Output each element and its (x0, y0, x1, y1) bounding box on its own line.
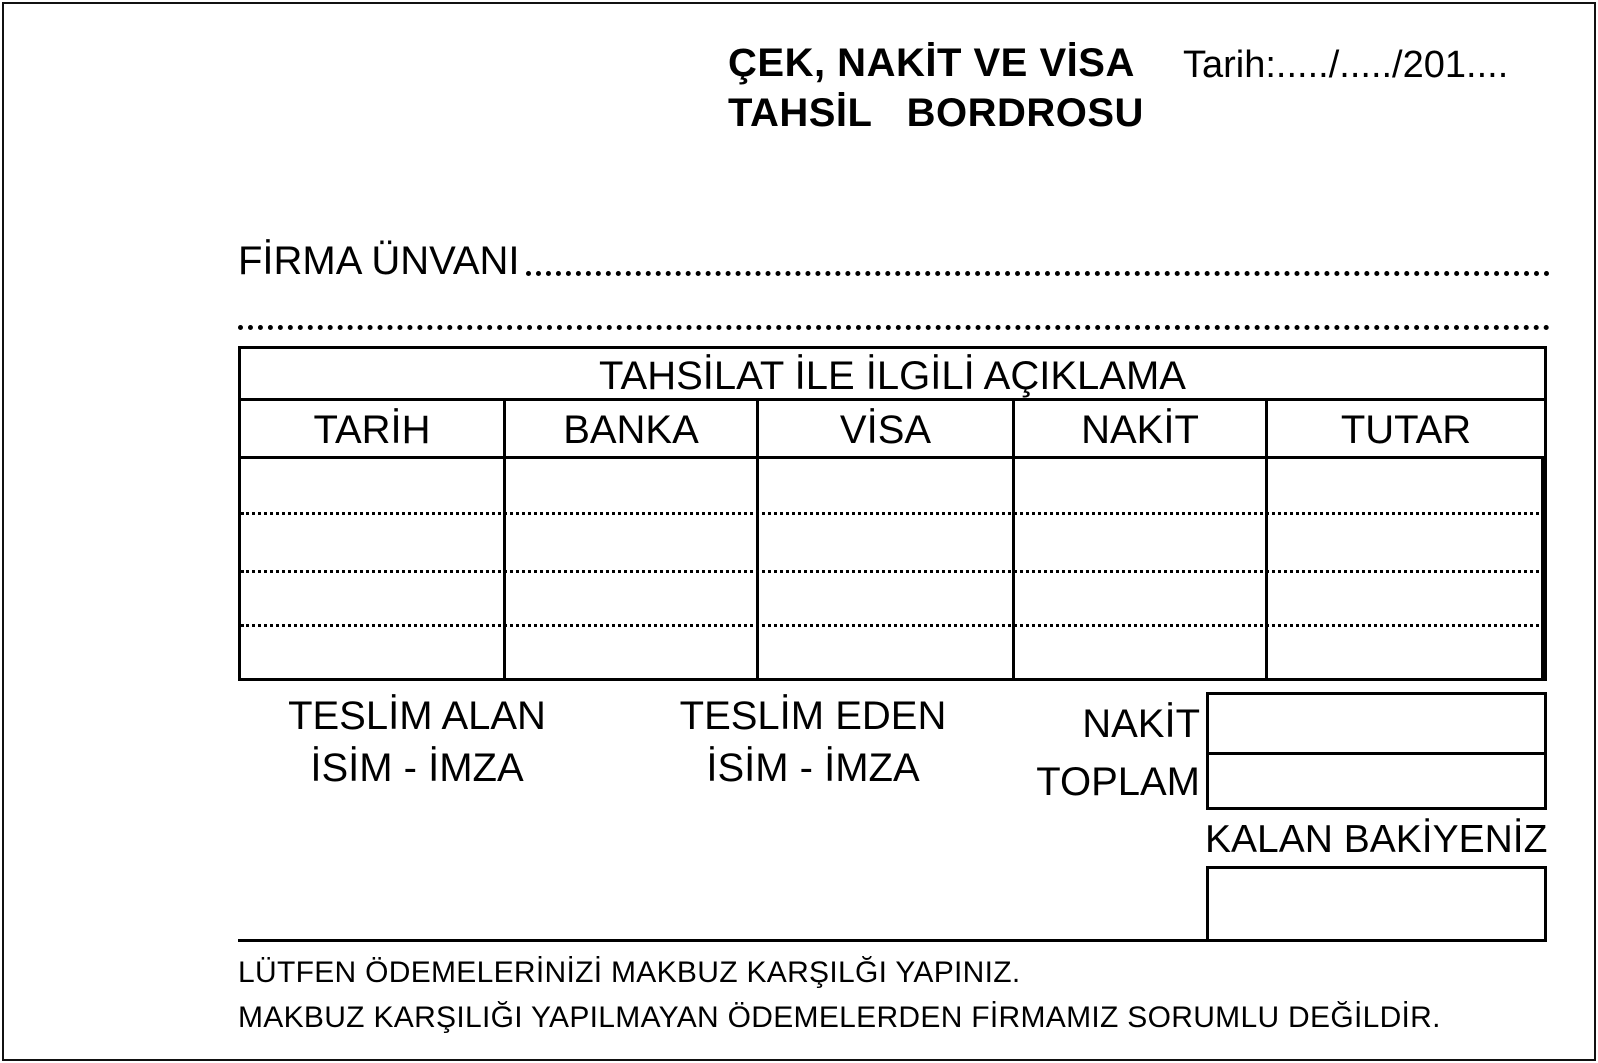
column-header-visa: VİSA (759, 401, 1015, 456)
title-line-2: TAHSİL BORDROSU (728, 91, 1144, 135)
table-heading: TAHSİLAT İLE İLGİLİ AÇIKLAMA (241, 349, 1544, 401)
notice-line-1: LÜTFEN ÖDEMELERİNİZİ MAKBUZ KARŞILĞI YAPINIZ. (238, 956, 1021, 989)
toplam-label: TOPLAM (1036, 760, 1200, 804)
column-cell-tarih[interactable] (241, 459, 506, 678)
deliverer-name-signature-label: İSİM - İMZA (706, 746, 920, 790)
column-cell-tutar[interactable] (1268, 459, 1544, 678)
document-title (728, 38, 1144, 138)
footer-rule (238, 939, 1208, 942)
column-cell-nakit[interactable] (1015, 459, 1268, 678)
receiver-name-signature-label: İSİM - İMZA (310, 746, 524, 790)
receiver-label: TESLİM ALAN (288, 694, 546, 738)
column-header-nakit: NAKİT (1015, 401, 1268, 456)
title-line-1: ÇEK, NAKİT VE VİSA (728, 41, 1135, 85)
table-row-divider (241, 624, 1544, 627)
collection-table (238, 346, 1547, 681)
table-row-divider (241, 512, 1544, 515)
nakit-input[interactable] (1208, 694, 1545, 749)
firma-field[interactable] (238, 236, 1550, 284)
payment-notice (238, 950, 1441, 1040)
column-header-tutar: TUTAR (1340, 408, 1472, 452)
receiver-signature-block[interactable] (272, 690, 562, 794)
deliverer-label: TESLİM EDEN (679, 694, 947, 738)
kalan-bakiye-input[interactable] (1206, 866, 1547, 942)
nakit-label: NAKİT (1082, 702, 1200, 746)
table-row-divider (241, 570, 1544, 573)
column-cell-visa[interactable] (759, 459, 1015, 678)
firma-dotted-line-2[interactable] (238, 325, 1550, 330)
column-cell-banka[interactable] (506, 459, 759, 678)
date-field[interactable]: Tarih:...../...../201.... (1183, 44, 1509, 86)
firma-dotted-line (526, 271, 1550, 276)
notice-line-2: MAKBUZ KARŞILIĞI YAPILMAYAN ÖDEMELERDEN FİRMAMIZ SORUMLU DEĞİLDİR. (238, 1001, 1441, 1034)
kalan-bakiye-label: KALAN BAKİYENİZ (1205, 818, 1548, 861)
column-header-banka: BANKA (506, 401, 759, 456)
table-header-row (241, 401, 1544, 459)
table-body (241, 459, 1544, 678)
firma-label: FİRMA ÜNVANI (238, 239, 520, 283)
deliverer-signature-block[interactable] (668, 690, 958, 794)
column-header-tarih: TARİH (241, 401, 506, 456)
toplam-input[interactable] (1208, 752, 1545, 807)
